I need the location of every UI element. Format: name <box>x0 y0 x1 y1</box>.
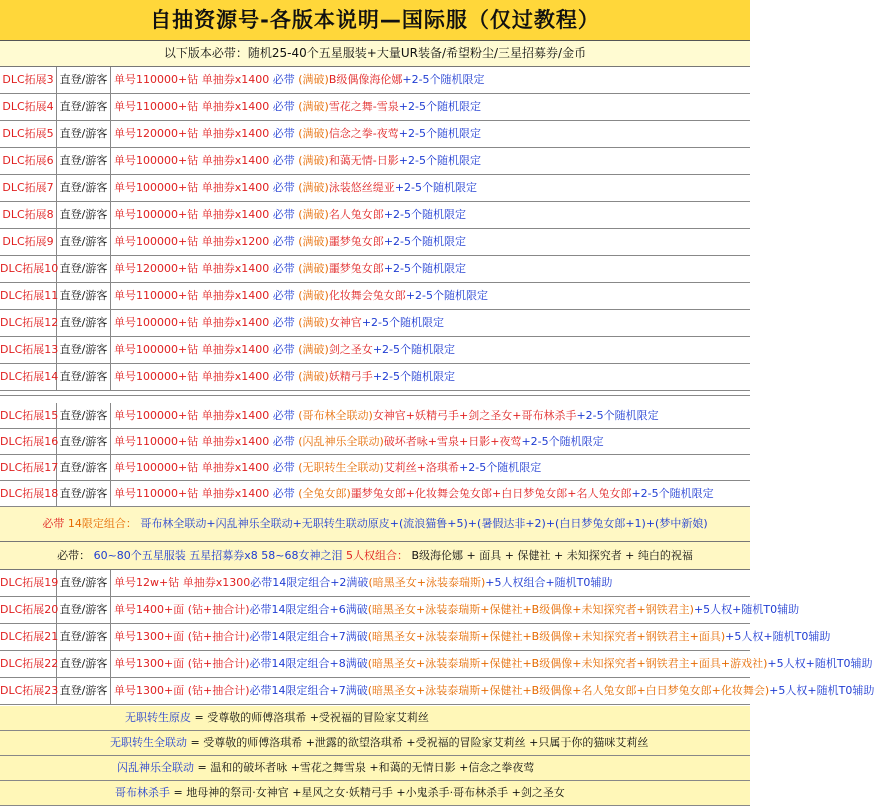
version-name: DLC拓展22 <box>0 651 57 677</box>
table-row <box>0 310 750 337</box>
glossary-content <box>117 756 534 780</box>
row-details <box>111 148 750 174</box>
extra-text: +2-5个随机限定 <box>361 316 444 329</box>
tag-text: (无职转生全联动) <box>298 461 384 474</box>
version-name: DLC拓展23 <box>0 678 57 704</box>
combo-text: 哥布林全联动+闪乱神乐全联动+无职转生联动原皮+(流浪猫鲁+5)+(暑假达非+2)+(白日梦兔女郎+1)+(梦中新娘) <box>140 517 708 530</box>
extra-text: +2-5个随机限定 <box>383 235 466 248</box>
login-type: 直登/游客 <box>57 651 111 677</box>
login-type: 直登/游客 <box>57 310 111 336</box>
tag-text: (满破) <box>298 73 329 86</box>
price-text: 单号100000+钻 单抽券x1400 <box>114 370 270 383</box>
version-name: DLC拓展14 <box>0 364 57 390</box>
combo2-prefix: 必带： <box>57 549 91 562</box>
glossary-row <box>0 706 750 731</box>
login-type: 直登/游客 <box>57 337 111 363</box>
tag-text: (满破) <box>298 316 329 329</box>
table-row <box>0 148 750 175</box>
table-row <box>0 364 750 391</box>
glossary-content <box>125 706 429 730</box>
tag-text: (满破) <box>298 289 329 302</box>
table-row <box>0 94 750 121</box>
login-type: 直登/游客 <box>57 202 111 228</box>
row-details <box>111 337 750 363</box>
version-name: DLC拓展13 <box>0 337 57 363</box>
version-name: DLC拓展19 <box>0 570 57 596</box>
item-text: 和蔼无情-日影 <box>328 154 399 167</box>
row-details <box>111 651 873 677</box>
item-text: 妖精弓手 <box>328 370 373 383</box>
row-details <box>111 364 750 390</box>
table-row <box>0 597 800 624</box>
version-name: DLC拓展6 <box>0 148 57 174</box>
version-name: DLC拓展17 <box>0 455 57 480</box>
row-details <box>111 624 831 650</box>
table-row <box>0 624 831 651</box>
extra-text: +2-5个随机限定 <box>521 435 604 448</box>
full-list: (暗黑圣女+泳装泰瑞斯) <box>368 576 486 589</box>
item-text: 艾莉丝+洛琪希 <box>383 461 460 474</box>
row-details <box>111 283 750 309</box>
tag-text: (满破) <box>298 343 329 356</box>
must-text: 必带 <box>272 208 295 221</box>
item-text: 信念之拳-夜莺 <box>328 127 399 140</box>
table-row <box>0 229 750 256</box>
version-name: DLC拓展16 <box>0 429 57 454</box>
login-type: 直登/游客 <box>57 229 111 255</box>
must-text: 必带14限定组合+6满破 <box>249 603 368 616</box>
table-row <box>0 202 750 229</box>
price-text: 单号100000+钻 单抽券x1400 <box>114 316 270 329</box>
extra-text: +5人权+随机T0辅助 <box>767 657 873 670</box>
version-name: DLC拓展7 <box>0 175 57 201</box>
item-text: 女神官+妖精弓手+剑之圣女+哥布林杀手 <box>372 409 577 422</box>
must-text: 必带 <box>272 435 295 448</box>
table-row <box>0 678 874 705</box>
version-name: DLC拓展10 <box>0 256 57 282</box>
extra-text: +2-5个随机限定 <box>398 154 481 167</box>
tag-text: (满破) <box>298 235 329 248</box>
combo2-part2: B级海伦娜 + 面具 + 保健社 + 未知探究者 + 纯白的祝福 <box>411 549 693 562</box>
price-text: 单号120000+钻 单抽券x1400 <box>114 262 270 275</box>
login-type: 直登/游客 <box>57 570 111 596</box>
extra-text: +5人权+随机T0辅助 <box>693 603 800 616</box>
version-name: DLC拓展4 <box>0 94 57 120</box>
extra-text: +2-5个随机限定 <box>383 262 466 275</box>
price-text: 单号100000+钻 单抽券x1400 <box>114 409 270 422</box>
login-type: 直登/游客 <box>57 283 111 309</box>
tag-text: (满破) <box>298 208 329 221</box>
glossary-text: = 受尊敬的师傅洛琪希 +受祝福的冒险家艾莉丝 <box>191 711 429 724</box>
row-details <box>111 481 750 506</box>
tag-text: (满破) <box>298 181 329 194</box>
table-row <box>0 651 873 678</box>
price-text: 单号110000+钻 单抽券x1400 <box>114 100 270 113</box>
full-list: (暗黑圣女+泳装泰瑞斯+保健社+B级偶像+未知探究者+钢铁君主+面具) <box>367 630 726 643</box>
must-text: 必带14限定组合+7满破 <box>249 684 368 697</box>
combo-14-limited <box>0 507 750 542</box>
login-type: 直登/游客 <box>57 364 111 390</box>
extra-text: +2-5个随机限定 <box>402 73 485 86</box>
tag-text: (满破) <box>298 262 329 275</box>
row-details <box>111 403 750 428</box>
glossary-text: = 温和的破坏者咏 +雪花之舞雪泉 +和蔼的无情日影 +信念之拳夜莺 <box>194 761 535 774</box>
must-text: 必带 <box>272 181 295 194</box>
login-type: 直登/游客 <box>57 121 111 147</box>
extra-text: +2-5个随机限定 <box>631 487 714 500</box>
must-text: 必带14限定组合+8满破 <box>249 657 368 670</box>
row-details <box>111 310 750 336</box>
tag-text: (闪乱神乐全联动) <box>298 435 384 448</box>
glossary-label: 无职转生全联动 <box>110 736 187 749</box>
item-text: 剑之圣女 <box>328 343 373 356</box>
price-text: 单号100000+钻 单抽券x1400 <box>114 461 270 474</box>
combo-prefix: 必带 <box>42 517 65 530</box>
price-text: 单号110000+钻 单抽券x1400 <box>114 289 270 302</box>
table-row <box>0 175 750 202</box>
must-text: 必带14限定组合+2满破 <box>250 576 369 589</box>
tag-text: (全兔女郎) <box>298 487 351 500</box>
glossary-label: 哥布林杀手 <box>115 786 170 799</box>
extra-text: +2-5个随机限定 <box>394 181 477 194</box>
glossary-content <box>110 731 648 755</box>
row-details <box>111 121 750 147</box>
version-name: DLC拓展3 <box>0 67 57 93</box>
table-row <box>0 121 750 148</box>
row-details <box>111 429 750 454</box>
glossary-text: = 受尊敬的师傅洛琪希 +泄露的欲望洛琪希 +受祝福的冒险家艾莉丝 +只属于你的猫咪艾莉丝 <box>187 736 649 749</box>
price-text: 单号120000+钻 单抽券x1400 <box>114 127 270 140</box>
item-text: 化妆舞会兔女郎 <box>328 289 406 302</box>
version-name: DLC拓展20 <box>0 597 57 623</box>
glossary-content <box>115 781 565 805</box>
extra-text: +2-5个随机限定 <box>383 208 466 221</box>
extra-text: +2-5个随机限定 <box>398 100 481 113</box>
glossary-label: 无职转生原皮 <box>125 711 191 724</box>
login-type: 直登/游客 <box>57 175 111 201</box>
row-details <box>111 597 800 623</box>
price-text: 单号12w+钻 单抽券x1300 <box>114 576 251 589</box>
tag-text: (满破) <box>298 154 329 167</box>
price-text: 单号100000+钻 单抽券x1400 <box>114 343 270 356</box>
full-list: (暗黑圣女+泳装泰瑞斯+保健社+B级偶像+未知探究者+钢铁君主) <box>367 603 694 616</box>
login-type: 直登/游客 <box>57 678 111 704</box>
must-text: 必带 <box>272 235 295 248</box>
combo-5-core <box>0 542 750 570</box>
price-text: 单号1300+面 (钻+抽合计) <box>114 630 250 643</box>
price-text: 单号1300+面 (钻+抽合计) <box>114 657 250 670</box>
login-type: 直登/游客 <box>57 481 111 506</box>
item-text: 名人兔女郎 <box>328 208 384 221</box>
login-type: 直登/游客 <box>57 597 111 623</box>
item-text: 雪花之舞-雪泉 <box>328 100 399 113</box>
table-row <box>0 67 750 94</box>
price-text: 单号110000+钻 单抽券x1400 <box>114 73 270 86</box>
must-text: 必带 <box>272 343 295 356</box>
price-text: 单号110000+钻 单抽券x1400 <box>114 487 270 500</box>
extra-text: +2-5个随机限定 <box>372 343 455 356</box>
price-text: 单号1300+面 (钻+抽合计) <box>114 684 250 697</box>
must-text: 必带 <box>272 262 295 275</box>
extra-text: +2-5个随机限定 <box>459 461 542 474</box>
glossary-label: 闪乱神乐全联动 <box>117 761 194 774</box>
row-details <box>111 94 750 120</box>
version-name: DLC拓展8 <box>0 202 57 228</box>
glossary-row <box>0 781 750 806</box>
version-name: DLC拓展9 <box>0 229 57 255</box>
login-type: 直登/游客 <box>57 148 111 174</box>
combo2-part1: 60~80个五星服装 五星招募券x8 58~68女神之泪 <box>93 549 343 562</box>
must-text: 必带 <box>272 461 295 474</box>
must-text: 必带 <box>272 73 295 86</box>
must-text: 必带 <box>272 100 295 113</box>
version-name: DLC拓展12 <box>0 310 57 336</box>
login-type: 直登/游客 <box>57 403 111 428</box>
row-details <box>111 67 750 93</box>
row-details <box>111 175 750 201</box>
must-text: 必带 <box>272 127 295 140</box>
row-details <box>111 202 750 228</box>
version-name: DLC拓展18 <box>0 481 57 506</box>
price-text: 单号1400+面 (钻+抽合计) <box>114 603 250 616</box>
extra-text: +5人权+随机T0辅助 <box>725 630 831 643</box>
must-text: 必带14限定组合+7满破 <box>249 630 368 643</box>
tag-text: (满破) <box>298 370 329 383</box>
glossary-row <box>0 756 750 781</box>
table-row <box>0 455 750 481</box>
table-row <box>0 570 750 597</box>
section-divider <box>0 393 750 396</box>
extra-text: +5人权组合+随机T0辅助 <box>485 576 613 589</box>
login-type: 直登/游客 <box>57 429 111 454</box>
table-row <box>0 429 750 455</box>
tag-text: (满破) <box>298 127 329 140</box>
extra-text: +2-5个随机限定 <box>398 127 481 140</box>
item-text: 女神官 <box>328 316 362 329</box>
full-list: (暗黑圣女+泳装泰瑞斯+保健社+B级偶像+名人兔女郎+白日梦兔女郎+化妆舞会) <box>367 684 770 697</box>
must-text: 必带 <box>272 370 295 383</box>
item-text: 泳装悠丝缇亚 <box>328 181 395 194</box>
row-details <box>111 678 874 704</box>
price-text: 单号100000+钻 单抽券x1400 <box>114 208 270 221</box>
table-row <box>0 481 750 507</box>
page-title: 自抽资源号-各版本说明—国际服（仅过教程） <box>0 0 750 41</box>
item-text: 噩梦兔女郎+化妆舞会兔女郎+白日梦兔女郎+名人兔女郎 <box>350 487 632 500</box>
version-name: DLC拓展21 <box>0 624 57 650</box>
login-type: 直登/游客 <box>57 455 111 480</box>
version-name: DLC拓展15 <box>0 403 57 428</box>
row-details <box>111 229 750 255</box>
item-text: B级偶像海伦娜 <box>328 73 403 86</box>
item-text: 噩梦兔女郎 <box>328 262 384 275</box>
table-row <box>0 256 750 283</box>
extra-text: +5人权+随机T0辅助 <box>769 684 874 697</box>
required-items-notice: 以下版本必带：随机25-40个五星服装+大量UR装备/希望粉尘/三星招募券/金币 <box>0 41 750 67</box>
tag-text: (满破) <box>298 100 329 113</box>
must-text: 必带 <box>272 316 295 329</box>
login-type: 直登/游客 <box>57 94 111 120</box>
login-type: 直登/游客 <box>57 67 111 93</box>
price-text: 单号110000+钻 单抽券x1400 <box>114 435 270 448</box>
price-text: 单号100000+钻 单抽券x1200 <box>114 235 270 248</box>
price-text: 单号100000+钻 单抽券x1400 <box>114 181 270 194</box>
combo2-highlight: 5人权组合： <box>346 549 409 562</box>
glossary-row <box>0 731 750 756</box>
table-row <box>0 283 750 310</box>
login-type: 直登/游客 <box>57 624 111 650</box>
must-text: 必带 <box>272 409 295 422</box>
combo-highlight: 14限定组合： <box>67 517 137 530</box>
full-list: (暗黑圣女+泳装泰瑞斯+保健社+B级偶像+未知探究者+钢铁君主+面具+游戏社) <box>367 657 768 670</box>
extra-text: +2-5个随机限定 <box>405 289 488 302</box>
extra-text: +2-5个随机限定 <box>372 370 455 383</box>
must-text: 必带 <box>272 154 295 167</box>
version-name: DLC拓展11 <box>0 283 57 309</box>
row-details <box>111 455 750 480</box>
item-text: 噩梦兔女郎 <box>328 235 384 248</box>
price-text: 单号100000+钻 单抽券x1400 <box>114 154 270 167</box>
row-details <box>111 570 750 596</box>
item-text: 破坏者咏+雪泉+日影+夜莺 <box>383 435 522 448</box>
glossary-text: = 地母神的祭司·女神官 +星风之女·妖精弓手 +小鬼杀手·哥布林杀手 +剑之圣女 <box>170 786 565 799</box>
must-text: 必带 <box>272 487 295 500</box>
login-type: 直登/游客 <box>57 256 111 282</box>
tag-text: (哥布林全联动) <box>298 409 373 422</box>
row-details <box>111 256 750 282</box>
table-row <box>0 337 750 364</box>
extra-text: +2-5个随机限定 <box>576 409 659 422</box>
version-name: DLC拓展5 <box>0 121 57 147</box>
must-text: 必带 <box>272 289 295 302</box>
table-row <box>0 403 750 429</box>
